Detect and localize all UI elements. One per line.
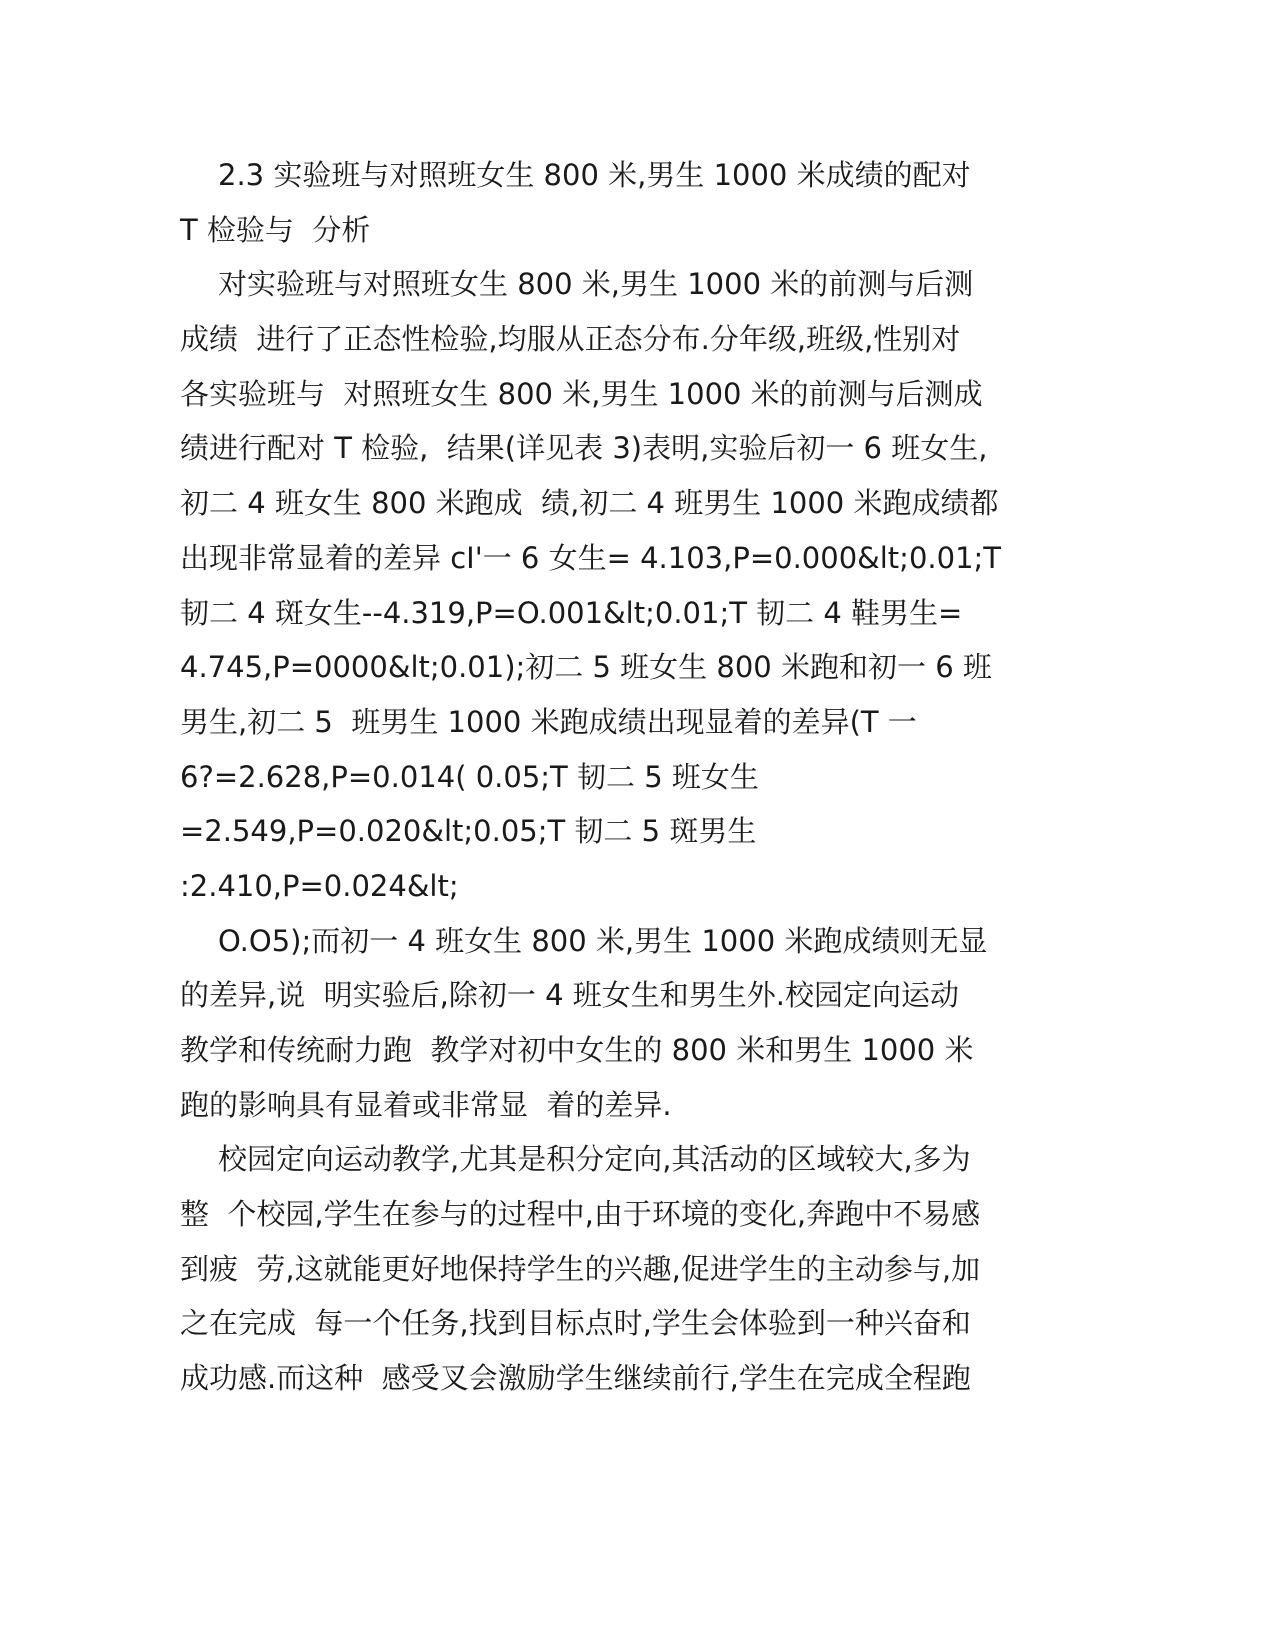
paragraph-line: 之在完成 每一个任务,找到目标点时,学生会体验到一种兴奋和	[180, 1306, 971, 1341]
paragraph-line: :2.410,P=0.024&lt;	[180, 868, 459, 903]
paragraph-line: 出现非常显着的差异 cI'一 6 女生= 4.103,P=0.000&lt;0.01;T	[180, 540, 1002, 575]
paragraph-line: 教学和传统耐力跑 教学对初中女生的 800 米和男生 1000 米	[180, 1033, 974, 1067]
paragraph-line: 跑的影响具有显着或非常显 着的差异.	[180, 1087, 672, 1122]
paragraph-line: 校园定向运动教学,尤其是积分定向,其活动的区域较大,多为	[218, 1142, 971, 1177]
paragraph-line: 对实验班与对照班女生 800 米,男生 1000 米的前测与后测	[218, 267, 974, 302]
paragraph-line: =2.549,P=0.020&lt;0.05;T 韧二 5 斑男生	[180, 814, 757, 849]
paragraph-line: 成绩 进行了正态性检验,均服从正态分布.分年级,班级,性别对	[180, 322, 961, 357]
paragraph-line: 整 个校园,学生在参与的过程中,由于环境的变化,奔跑中不易感	[180, 1197, 981, 1232]
paragraph-line: 韧二 4 斑女生--4.319,P=O.001&lt;0.01;T 韧二 4 鞋男生=	[180, 595, 963, 630]
paragraph-line: 成功感.而这种 感受叉会激励学生继续前行,学生在完成全程跑	[180, 1361, 971, 1396]
paragraph-line: 到疲 劳,这就能更好地保持学生的兴趣,促进学生的主动参与,加	[180, 1251, 981, 1286]
paragraph-line: 初二 4 班女生 800 米跑成 绩,初二 4 班男生 1000 米跑成绩都	[180, 486, 999, 521]
paragraph-line: 绩进行配对 T 检验, 结果(详见表 3)表明,实验后初一 6 班女生,	[180, 431, 988, 466]
paragraph-line: 男生,初二 5 班男生 1000 米跑成绩出现显着的差异(T 一	[180, 704, 917, 739]
paragraph-line: 4.745,P=0000&lt;0.01);初二 5 班女生 800 米跑和初一 6 班	[180, 650, 992, 685]
section-heading-line: 2.3 实验班与对照班女生 800 米,男生 1000 米成绩的配对	[218, 158, 971, 192]
paragraph-line: 各实验班与 对照班女生 800 米,男生 1000 米的前测与后测成	[180, 376, 983, 411]
section-heading-line: T 检验与 分析	[180, 212, 371, 247]
paragraph-line: 6?=2.628,P=0.014( 0.05;T 韧二 5 班女生	[180, 759, 759, 794]
paragraph-line: O.O5);而初一 4 班女生 800 米,男生 1000 米跑成绩则无显	[218, 923, 988, 958]
document-body	[180, 148, 1080, 1406]
paragraph-line: 的差异,说 明实验后,除初一 4 班女生和男生外.校园定向运动	[180, 978, 959, 1013]
